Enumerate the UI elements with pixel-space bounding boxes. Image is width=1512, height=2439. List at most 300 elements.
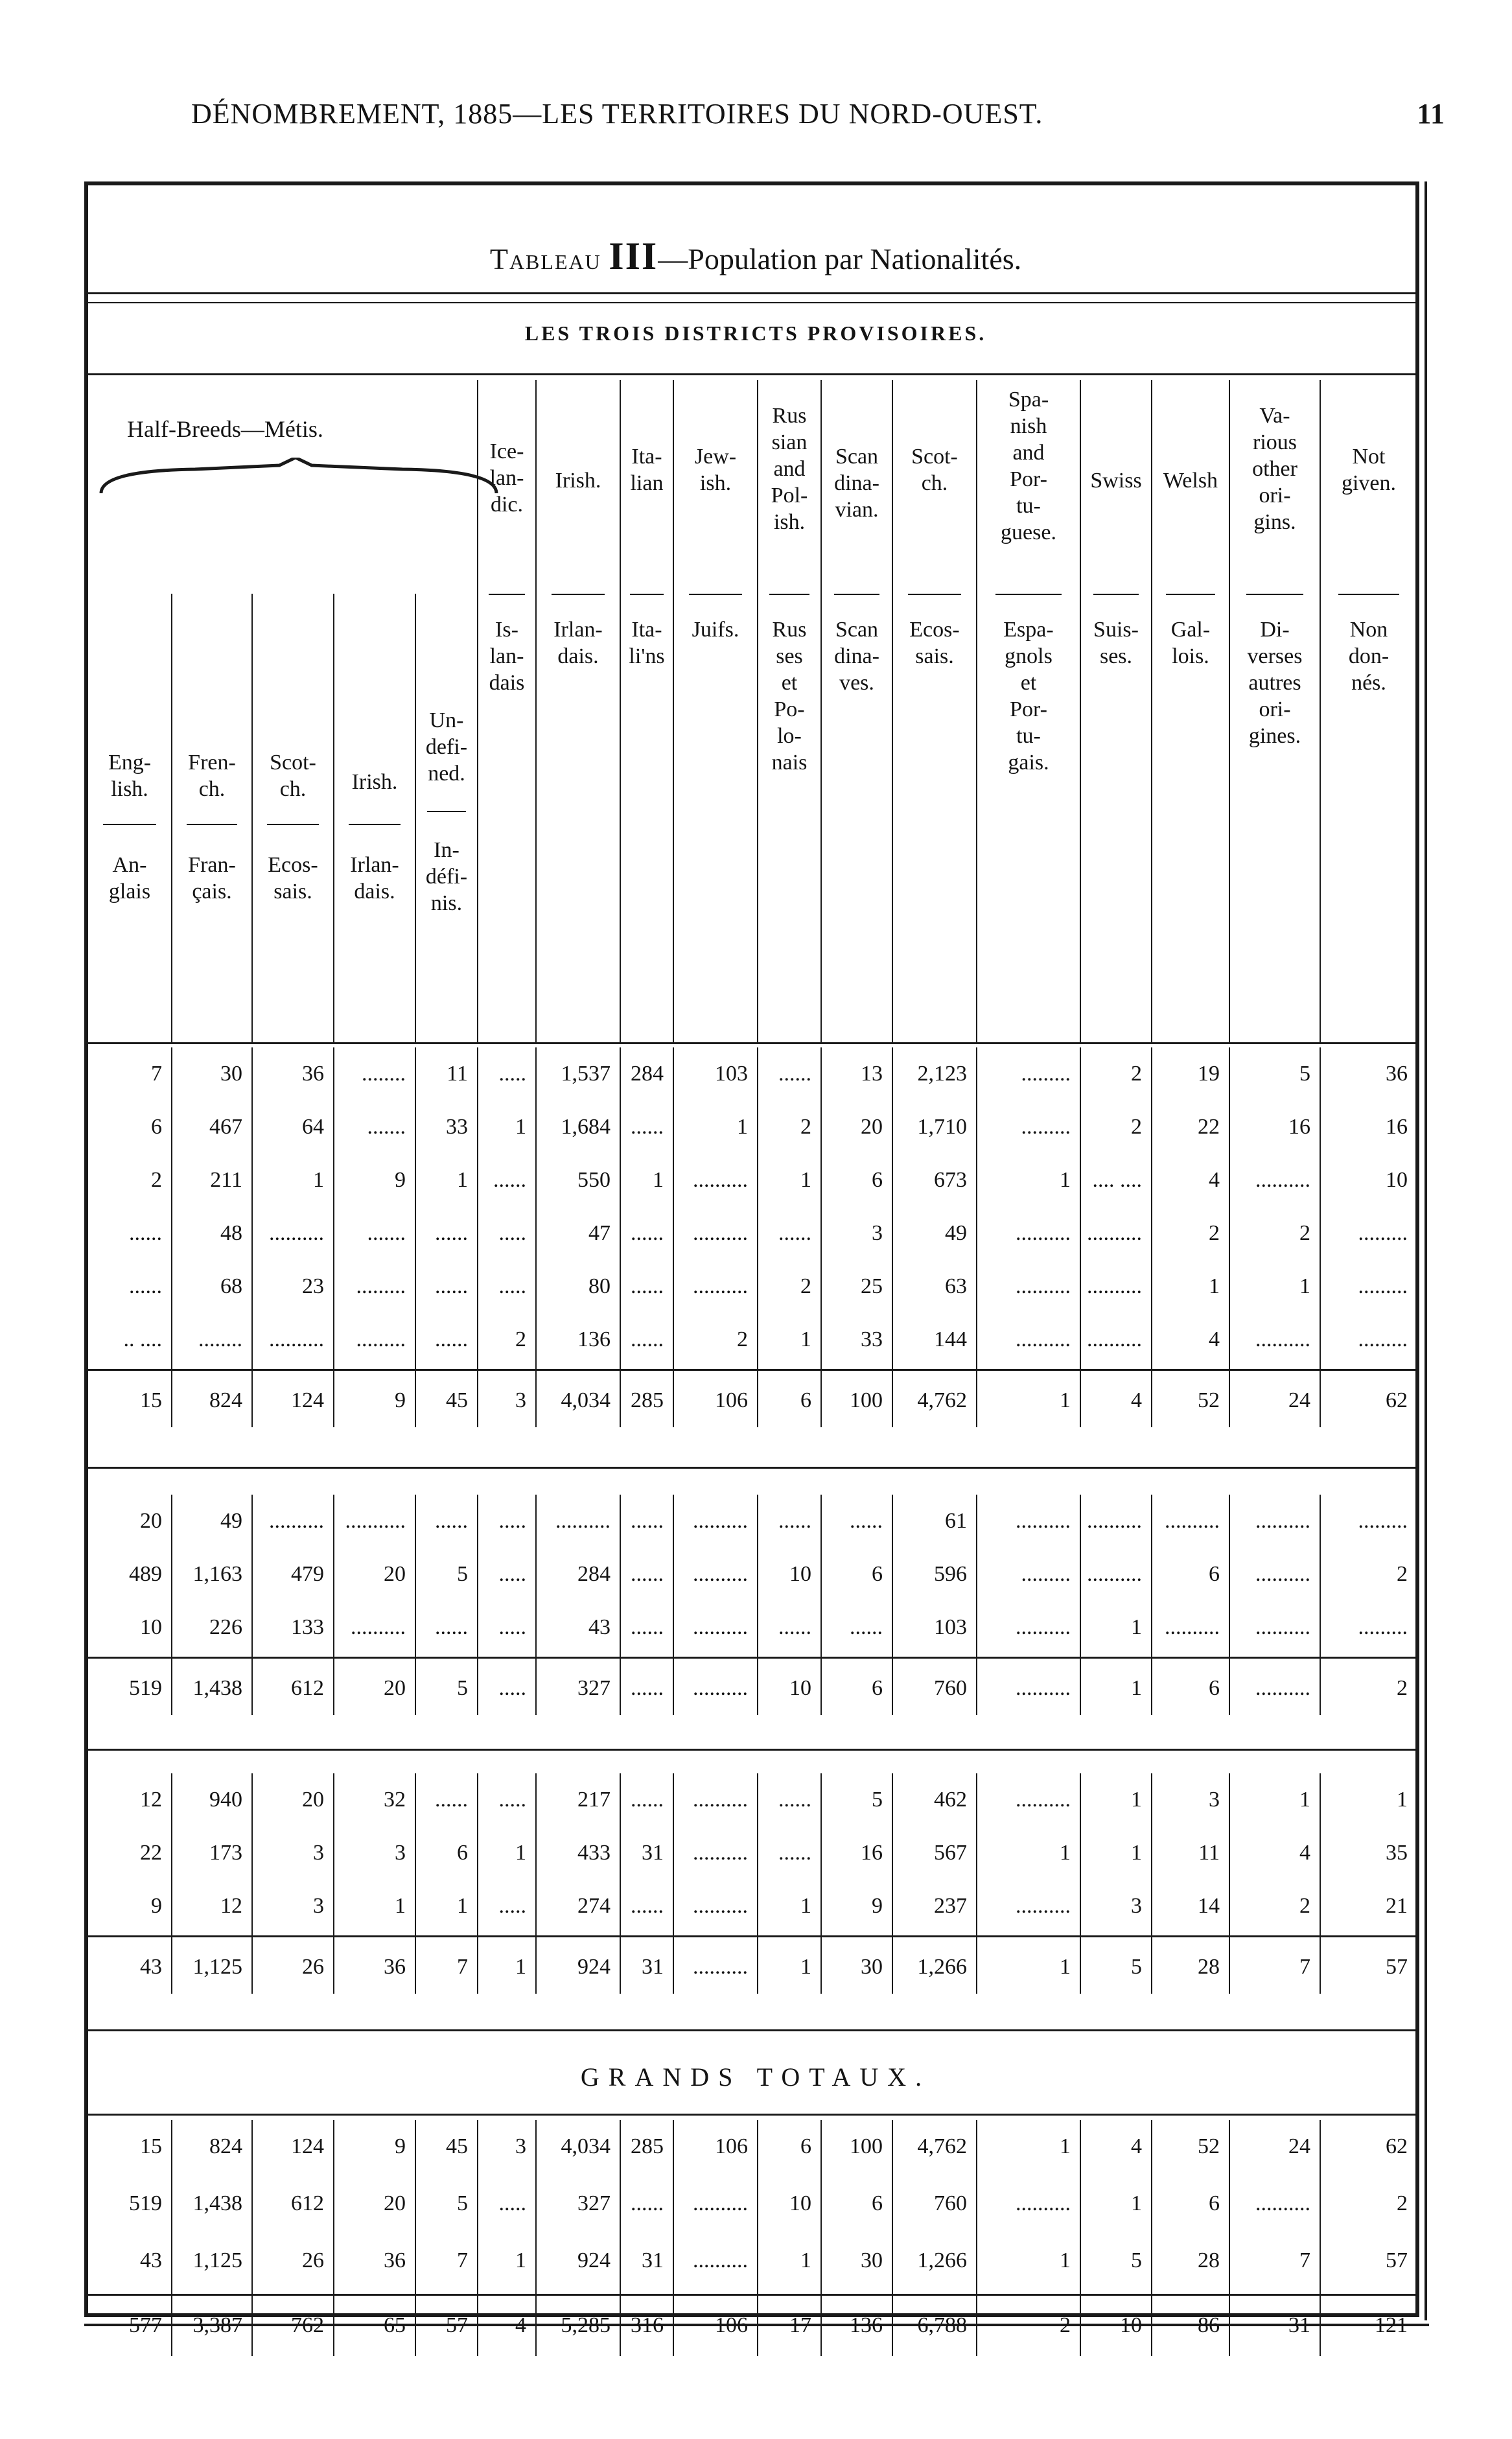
table-cell: 1 xyxy=(737,1115,748,1139)
table-cell: 43 xyxy=(588,1615,611,1639)
table-cell: 31 xyxy=(642,1841,664,1865)
table-cell: 100 xyxy=(850,1388,883,1412)
table-cell: 4,762 xyxy=(917,2134,967,2158)
column-header-divider-dash xyxy=(630,594,663,595)
column-header-divider-dash xyxy=(689,594,742,595)
table-cell: .......... xyxy=(1255,1676,1310,1700)
table-cell: .......... xyxy=(693,2248,748,2272)
table-cell: ....... xyxy=(367,1221,406,1245)
table-cell: .......... xyxy=(555,1509,611,1533)
table-cell: 57 xyxy=(446,2313,468,2337)
table-cell: 6 xyxy=(872,1562,883,1586)
table-cell: 16 xyxy=(1288,1115,1310,1139)
table-cell: 2 xyxy=(1060,2313,1071,2337)
table-cell: 567 xyxy=(934,1841,967,1865)
table-cell: 924 xyxy=(577,2248,611,2272)
table-cell: 52 xyxy=(1198,1388,1220,1412)
column-header-divider-dash xyxy=(908,594,961,595)
column-header-7 xyxy=(535,380,620,1042)
column-separator xyxy=(757,2120,758,2356)
group-brace xyxy=(98,458,500,496)
title-rule xyxy=(88,292,1417,294)
table-cell: 237 xyxy=(934,1894,967,1918)
column-separator xyxy=(820,2120,822,2356)
table-cell: 1,266 xyxy=(917,1955,967,1979)
table-cell: 1,163 xyxy=(192,1562,242,1586)
column-header-english: Scot- ch. xyxy=(270,751,316,801)
table-cell: 1,125 xyxy=(192,2248,242,2272)
table-cell: ..... xyxy=(498,1062,526,1086)
column-separator xyxy=(892,1773,893,1994)
table-cell: 9 xyxy=(395,1388,406,1412)
table-cell: .......... xyxy=(1016,1615,1071,1639)
table-cell: 2 xyxy=(1397,2191,1408,2215)
table-cell: 596 xyxy=(934,1562,967,1586)
table-cell: ..... xyxy=(498,1274,526,1298)
table-cell: 1 xyxy=(313,1168,324,1192)
table-cell: 31 xyxy=(1288,2313,1310,2337)
table-cell: ...... xyxy=(435,1327,468,1351)
table-cell: ..... xyxy=(498,1788,526,1812)
table-cell: 577 xyxy=(129,2313,162,2337)
table-cell: 1 xyxy=(800,1955,811,1979)
column-separator xyxy=(171,1495,172,1715)
table-cell: 612 xyxy=(291,1676,324,1700)
table-cell: 1 xyxy=(457,1168,468,1192)
table-cell: ...... xyxy=(631,1115,664,1139)
table-row xyxy=(88,2120,1423,2173)
table-cell: ..... xyxy=(498,1221,526,1245)
table-row xyxy=(88,1548,1423,1601)
table-cell: 6 xyxy=(800,2134,811,2158)
table-cell: 2 xyxy=(515,1327,526,1351)
table-cell: 479 xyxy=(291,1562,324,1586)
table-cell: 2 xyxy=(800,1274,811,1298)
table-cell: 5 xyxy=(1131,2248,1142,2272)
column-header-french: Rus ses et Po- lo- nais xyxy=(771,618,808,775)
table-cell: ......... xyxy=(1358,1327,1408,1351)
table-row xyxy=(88,1773,1423,1826)
column-separator xyxy=(620,1773,621,1994)
table-cell: .......... xyxy=(1016,1894,1071,1918)
table-cell: ...... xyxy=(631,1221,664,1245)
column-header-divider-dash xyxy=(103,824,156,825)
table-cell: 9 xyxy=(872,1894,883,1918)
column-separator xyxy=(333,1773,334,1994)
table-cell: 4 xyxy=(1299,1841,1310,1865)
table-cell: 1 xyxy=(515,1115,526,1139)
column-separator xyxy=(976,1773,977,1994)
column-separator xyxy=(415,2120,416,2356)
page-number: 11 xyxy=(1417,98,1445,130)
table-cell: 1 xyxy=(1131,2191,1142,2215)
table-cell: 22 xyxy=(140,1841,162,1865)
column-separator xyxy=(1320,1495,1321,1715)
table-cell: 103 xyxy=(934,1615,967,1639)
table-cell: 1 xyxy=(1131,1676,1142,1700)
table-cell: ...... xyxy=(850,1509,883,1533)
column-header-english: Spa- nish and Por- tu- guese. xyxy=(1001,388,1056,544)
column-separator xyxy=(1151,1047,1152,1427)
table-cell: 24 xyxy=(1288,1388,1310,1412)
table-cell: 64 xyxy=(302,1115,324,1139)
table-cell: 124 xyxy=(291,1388,324,1412)
table-cell: 133 xyxy=(291,1615,324,1639)
table-cell: 4,034 xyxy=(561,1388,611,1412)
running-title: DÉNOMBREMENT, 1885—LES TERRITOIRES DU NORD-OUEST. xyxy=(191,98,1043,130)
column-separator xyxy=(1229,2120,1230,2356)
section-3-end-rule xyxy=(88,2029,1417,2031)
table-cell: ........ xyxy=(362,1062,406,1086)
column-separator xyxy=(673,1047,674,1427)
table-cell: 1 xyxy=(1060,2248,1071,2272)
frame-right-rule xyxy=(1425,181,1427,2320)
table-cell: 2 xyxy=(151,1168,162,1192)
column-separator xyxy=(535,1773,537,1994)
table-cell: 20 xyxy=(140,1509,162,1533)
column-separator xyxy=(171,2120,172,2356)
column-separator xyxy=(415,1773,416,1994)
column-separator xyxy=(620,1495,621,1715)
column-header-3 xyxy=(251,594,333,1042)
table-cell: .......... xyxy=(1016,1221,1071,1245)
table-cell: 433 xyxy=(577,1841,611,1865)
table-cell: 1 xyxy=(515,2248,526,2272)
table-cell: 274 xyxy=(577,1894,611,1918)
table-cell: 6 xyxy=(457,1841,468,1865)
table-cell: 106 xyxy=(715,1388,748,1412)
table-cell: ...... xyxy=(631,2191,664,2215)
column-separator xyxy=(673,1495,674,1715)
table-cell: .......... xyxy=(1087,1274,1142,1298)
column-header-5 xyxy=(415,594,477,1042)
table-cell: ...... xyxy=(435,1788,468,1812)
table-cell: 5 xyxy=(457,1676,468,1700)
table-cell: ...... xyxy=(631,1562,664,1586)
column-header-12 xyxy=(892,380,976,1042)
column-header-1 xyxy=(88,594,171,1042)
table-cell: 26 xyxy=(302,2248,324,2272)
total-row xyxy=(88,1941,1423,1994)
column-separator xyxy=(251,1773,253,1994)
column-separator xyxy=(477,2120,478,2356)
table-cell: 2 xyxy=(800,1115,811,1139)
table-cell: 1 xyxy=(1060,1841,1071,1865)
table-cell: 612 xyxy=(291,2191,324,2215)
table-cell: ...... xyxy=(129,1274,162,1298)
table-cell: ......... xyxy=(1021,1562,1071,1586)
table-cell: 489 xyxy=(129,1562,162,1586)
table-cell: 52 xyxy=(1198,2134,1220,2158)
table-cell: 45 xyxy=(446,1388,468,1412)
column-separator xyxy=(1229,1047,1230,1427)
column-header-15 xyxy=(1151,380,1229,1042)
table-cell: .......... xyxy=(1165,1615,1220,1639)
table-cell: 10 xyxy=(789,2191,811,2215)
column-separator xyxy=(620,1047,621,1427)
running-header xyxy=(97,97,1445,136)
table-cell: 1 xyxy=(395,1894,406,1918)
table-cell: 2 xyxy=(1299,1221,1310,1245)
table-cell: .. .... xyxy=(123,1327,162,1351)
column-header-divider-dash xyxy=(427,811,466,812)
table-cell: 5 xyxy=(457,2191,468,2215)
table-cell: 10 xyxy=(140,1615,162,1639)
table-cell: ...... xyxy=(778,1615,811,1639)
column-header-divider-dash xyxy=(267,824,318,825)
grand-totals-top-rule xyxy=(88,2114,1417,2116)
column-separator xyxy=(535,1047,537,1427)
table-cell: 940 xyxy=(209,1788,242,1812)
table-cell: 285 xyxy=(631,2134,664,2158)
table-cell: .......... xyxy=(351,1615,406,1639)
table-title-prefix: Tableau xyxy=(489,242,601,275)
column-header-french: Scan dina- ves. xyxy=(834,618,879,695)
table-cell: 4,762 xyxy=(917,1388,967,1412)
table-cell: 12 xyxy=(220,1894,242,1918)
table-cell: 24 xyxy=(1288,2134,1310,2158)
column-separator xyxy=(673,2120,674,2356)
column-separator xyxy=(1080,1047,1081,1427)
table-cell: 1,266 xyxy=(917,2248,967,2272)
table-cell: 11 xyxy=(1198,1841,1220,1865)
table-row xyxy=(88,1047,1423,1101)
column-header-french: Irlan- dais. xyxy=(350,852,399,904)
table-cell: .......... xyxy=(1016,1676,1071,1700)
column-separator xyxy=(171,1047,172,1427)
table-cell: ......... xyxy=(1358,1509,1408,1533)
table-cell: 15 xyxy=(140,2134,162,2158)
table-cell: .......... xyxy=(1165,1509,1220,1533)
table-cell: ...... xyxy=(435,1221,468,1245)
table-cell: 1 xyxy=(1299,1274,1310,1298)
table-cell: 4 xyxy=(1131,1388,1142,1412)
column-header-english: Irish. xyxy=(555,469,601,493)
column-separator xyxy=(820,1047,822,1427)
column-header-english: Scot- ch. xyxy=(911,444,958,495)
table-cell: ......... xyxy=(1358,1615,1408,1639)
table-cell: 33 xyxy=(861,1327,883,1351)
table-cell: ......... xyxy=(356,1327,406,1351)
table-cell: 136 xyxy=(850,2313,883,2337)
table-cell: .......... xyxy=(1255,2191,1310,2215)
column-separator xyxy=(757,1047,758,1427)
table-cell: ..... xyxy=(498,1894,526,1918)
table-cell: 6 xyxy=(151,1115,162,1139)
column-header-divider-dash xyxy=(834,594,879,595)
table-cell: 824 xyxy=(209,1388,242,1412)
table-cell: 100 xyxy=(850,2134,883,2158)
column-separator xyxy=(1080,1495,1081,1715)
table-cell: .......... xyxy=(1087,1562,1142,1586)
table-cell: ..... xyxy=(498,1615,526,1639)
table-cell: 6 xyxy=(872,2191,883,2215)
table-cell: ..... xyxy=(498,1562,526,1586)
table-cell: 7 xyxy=(151,1062,162,1086)
table-cell: 15 xyxy=(140,1388,162,1412)
table-cell: 45 xyxy=(446,2134,468,2158)
table-frame xyxy=(84,181,1419,2337)
table-cell: 106 xyxy=(715,2134,748,2158)
table-cell: 1 xyxy=(653,1168,664,1192)
column-header-english: Eng- lish. xyxy=(108,751,152,801)
column-header-english: Va- rious other ori- gins. xyxy=(1252,404,1297,534)
table-cell: 1 xyxy=(800,2248,811,2272)
column-header-french: Ecos- sais. xyxy=(268,852,318,904)
table-row xyxy=(88,2177,1423,2230)
table-cell: 1 xyxy=(1131,1615,1142,1639)
table-cell: .......... xyxy=(269,1509,324,1533)
column-header-french: Suis- ses. xyxy=(1093,618,1139,668)
table-row xyxy=(88,1601,1423,1654)
column-header-divider-dash xyxy=(489,594,525,595)
column-header-english: Welsh xyxy=(1163,469,1218,493)
table-cell: 10 xyxy=(789,1676,811,1700)
table-cell: 673 xyxy=(934,1168,967,1192)
table-cell: 6 xyxy=(1209,2191,1220,2215)
column-header-divider-dash xyxy=(769,594,809,595)
table-cell: 924 xyxy=(577,1955,611,1979)
column-headers xyxy=(88,380,1423,1051)
table-cell: .......... xyxy=(693,1274,748,1298)
table-cell: 106 xyxy=(715,2313,748,2337)
table-cell: 1,537 xyxy=(561,1062,611,1086)
table-cell: 1 xyxy=(1131,1788,1142,1812)
table-cell: 327 xyxy=(577,1676,611,1700)
column-separator xyxy=(1229,1495,1230,1715)
table-cell: 1,710 xyxy=(917,1115,967,1139)
table-cell: 519 xyxy=(129,1676,162,1700)
column-separator xyxy=(333,1047,334,1427)
total-row xyxy=(88,1374,1423,1427)
table-cell: 13 xyxy=(861,1062,883,1086)
column-separator xyxy=(1151,2120,1152,2356)
table-row xyxy=(88,1880,1423,1933)
column-separator xyxy=(1151,1773,1152,1994)
table-cell: 9 xyxy=(151,1894,162,1918)
section-1-end-rule xyxy=(88,1467,1417,1469)
table-cell: 61 xyxy=(945,1509,967,1533)
table-cell: 21 xyxy=(1386,1894,1408,1918)
table-cell: 760 xyxy=(934,2191,967,2215)
column-header-french: Ecos- sais. xyxy=(909,618,960,668)
column-separator xyxy=(976,1047,977,1427)
table-cell: 20 xyxy=(861,1115,883,1139)
table-cell: ......... xyxy=(1021,1115,1071,1139)
table-cell: ...... xyxy=(631,1327,664,1351)
table-cell: .......... xyxy=(269,1327,324,1351)
column-separator xyxy=(620,2120,621,2356)
table-cell: .......... xyxy=(693,1841,748,1865)
table-cell: ...... xyxy=(631,1509,664,1533)
table-cell: .......... xyxy=(693,1168,748,1192)
table-cell: .......... xyxy=(1087,1509,1142,1533)
table-cell: 1 xyxy=(1299,1788,1310,1812)
table-cell: 6 xyxy=(872,1676,883,1700)
table-cell: 10 xyxy=(1386,1168,1408,1192)
column-separator xyxy=(251,1047,253,1427)
column-header-english: Ice- lan- dic. xyxy=(489,439,524,517)
column-header-divider-dash xyxy=(1246,594,1303,595)
table-cell: 4 xyxy=(515,2313,526,2337)
table-cell: 467 xyxy=(209,1115,242,1139)
column-separator xyxy=(251,2120,253,2356)
table-cell: 1,684 xyxy=(561,1115,611,1139)
table-cell: .......... xyxy=(693,1615,748,1639)
table-cell: 173 xyxy=(209,1841,242,1865)
half-breeds-group-label: Half-Breeds—Métis. xyxy=(127,416,323,442)
column-header-14 xyxy=(1080,380,1151,1042)
column-separator xyxy=(820,1495,822,1715)
table-cell: 31 xyxy=(642,2248,664,2272)
table-cell: 2 xyxy=(1131,1062,1142,1086)
table-cell: 32 xyxy=(384,1788,406,1812)
table-cell: 1 xyxy=(1060,2134,1071,2158)
table-title-number: III xyxy=(609,235,658,277)
table-row xyxy=(88,2234,1423,2287)
table-cell: .......... xyxy=(1255,1615,1310,1639)
column-header-6 xyxy=(477,380,535,1042)
table-cell: 36 xyxy=(302,1062,324,1086)
table-cell: ...... xyxy=(850,1615,883,1639)
table-cell: 68 xyxy=(220,1274,242,1298)
table-cell: 211 xyxy=(210,1168,242,1192)
table-cell: 16 xyxy=(1386,1115,1408,1139)
table-cell: .......... xyxy=(693,1562,748,1586)
table-cell: 136 xyxy=(577,1327,611,1351)
column-header-16 xyxy=(1229,380,1320,1042)
table-cell: 62 xyxy=(1386,2134,1408,2158)
table-cell: 121 xyxy=(1375,2313,1408,2337)
table-cell: .......... xyxy=(693,1894,748,1918)
table-cell: 49 xyxy=(945,1221,967,1245)
table-cell: 65 xyxy=(384,2313,406,2337)
column-separator xyxy=(976,1495,977,1715)
table-cell: ...... xyxy=(778,1062,811,1086)
table-cell: 7 xyxy=(1299,1955,1310,1979)
table-cell: 5 xyxy=(1299,1062,1310,1086)
section-2-end-rule xyxy=(88,1749,1417,1751)
table-cell: 20 xyxy=(384,1562,406,1586)
column-separator xyxy=(757,1495,758,1715)
table-cell: 7 xyxy=(457,2248,468,2272)
column-header-english: Jew- ish. xyxy=(694,444,737,495)
table-cell: 284 xyxy=(631,1062,664,1086)
table-cell: 5 xyxy=(1131,1955,1142,1979)
table-cell: 2 xyxy=(1299,1894,1310,1918)
table-cell: ...... xyxy=(493,1168,526,1192)
column-header-english: Scan dina- vian. xyxy=(834,444,879,522)
table-cell: 20 xyxy=(384,2191,406,2215)
table-cell: 57 xyxy=(1386,1955,1408,1979)
column-separator xyxy=(477,1047,478,1427)
table-cell: 4,034 xyxy=(561,2134,611,2158)
table-cell: 462 xyxy=(934,1788,967,1812)
table-cell: ...... xyxy=(435,1615,468,1639)
column-separator xyxy=(820,1773,822,1994)
table-cell: ...... xyxy=(631,1788,664,1812)
total-rule xyxy=(88,1657,1417,1659)
table-cell: 10 xyxy=(1120,2313,1142,2337)
column-separator xyxy=(1080,2120,1081,2356)
table-cell: 519 xyxy=(129,2191,162,2215)
table-cell: 12 xyxy=(140,1788,162,1812)
table-cell: 1 xyxy=(1060,1955,1071,1979)
table-cell: 1 xyxy=(515,1955,526,1979)
table-cell: 3,387 xyxy=(192,2313,242,2337)
column-header-english: Un- defi- ned. xyxy=(425,708,468,786)
column-separator xyxy=(535,2120,537,2356)
